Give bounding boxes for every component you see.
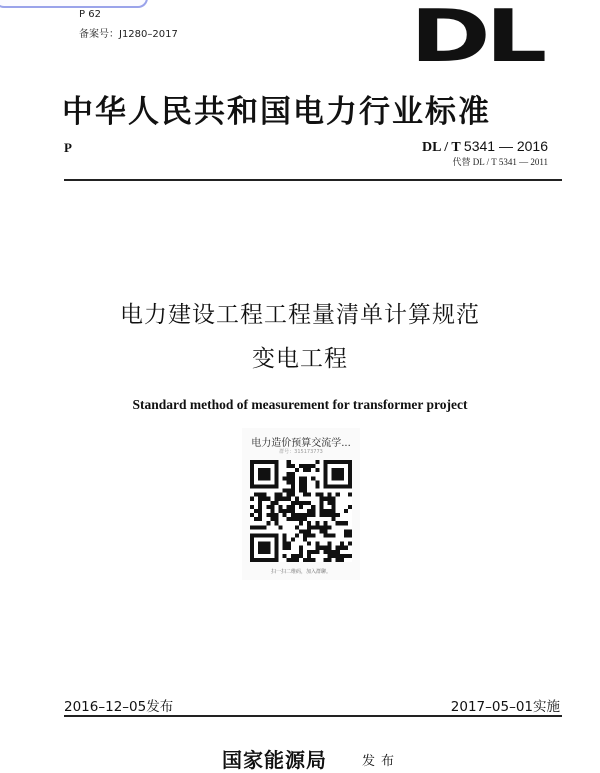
standard-category-title: 中华人民共和国电力行业标准 — [62, 94, 491, 130]
qr-hint: 扫一扫二维码，加入群聊。 — [270, 569, 331, 575]
implementation-date: 2017–05–01实施 — [450, 699, 560, 715]
qr-group-name: 电力造价预算交流学... — [251, 438, 351, 449]
issue-date: 2016–12–05发布 — [64, 699, 174, 715]
classification-code: P — [64, 140, 72, 155]
qr-card — [242, 428, 360, 580]
document-subtitle: 变电工程 — [252, 346, 348, 372]
ics-code: P 62 — [79, 9, 101, 20]
qr-code-image — [250, 460, 352, 562]
document-title: 电力建设工程工程量清单计算规范 — [120, 302, 480, 328]
standard-number-code: 5341 — 2016 — [463, 138, 548, 154]
dl-logo: DL — [410, 0, 542, 78]
record-number: 备案号：J1280–2017 — [79, 29, 178, 40]
publish-label: 发布 — [362, 754, 401, 769]
standard-number — [422, 138, 548, 156]
standard-number-prefix: DL / T — [422, 140, 461, 155]
header-divider — [64, 179, 562, 181]
replaces-standard: 代替 DL / T 5341 — 2011 — [452, 157, 548, 167]
english-title: Standard method of measurement for transformer project — [132, 397, 468, 412]
qr-group-id: 群号：315173773 — [279, 449, 323, 455]
footer-divider — [64, 715, 562, 717]
issuing-authority: 国家能源局 — [222, 748, 327, 772]
top-tab-overlay — [0, 0, 148, 8]
